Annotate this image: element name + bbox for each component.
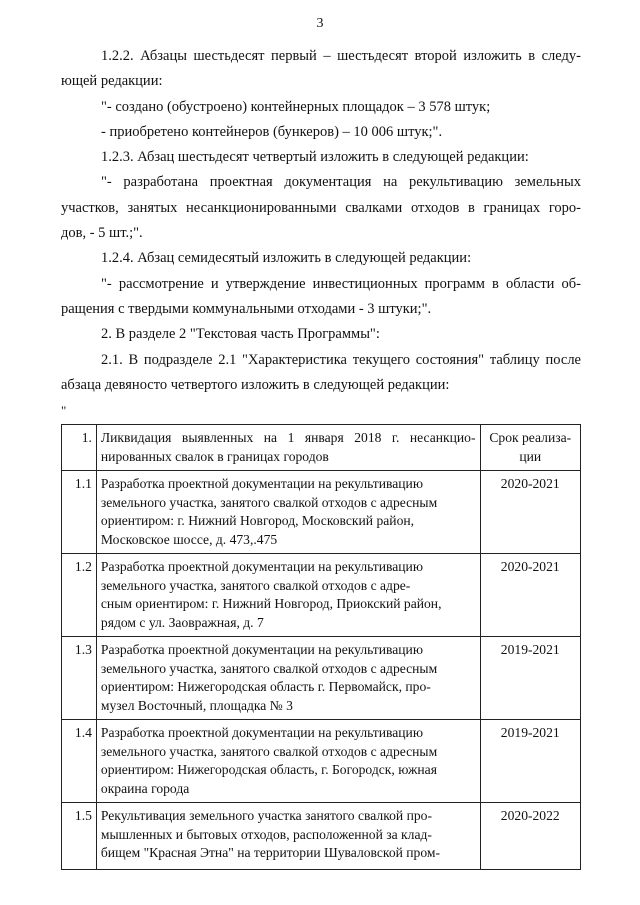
- row-description-line: музел Восточный, площадка № 3: [100, 697, 293, 713]
- paragraph-project-docs-line-3: дов, - 5 шт.;".: [61, 225, 143, 242]
- row-description-line: Московское шоссе, д. 473,.475: [100, 531, 278, 547]
- table-header-term-line: Срок реализа-: [489, 430, 572, 445]
- table-header-desc: [96, 425, 480, 471]
- row-number: 1.4: [62, 720, 97, 803]
- row-number: 1.3: [62, 637, 97, 720]
- paragraph-2-1-line-2: абзаца девяносто четвертого изложить в следующей редакции:: [61, 376, 450, 393]
- table-row: [62, 720, 581, 803]
- row-term: 2019-2021: [480, 637, 581, 720]
- row-term: 2020-2022: [480, 803, 581, 870]
- row-description-line: Разработка проектной документации на рекультивацию: [100, 725, 423, 740]
- row-description: [96, 720, 480, 803]
- row-description-line: Разработка проектной документации на рекультивацию: [100, 476, 423, 491]
- paragraph-investment-line-1: "- рассмотрение и утверждение инвестиционных программ в области об-: [101, 275, 581, 292]
- row-term: 2020-2021: [480, 471, 581, 554]
- row-description-line: ориентиром: Нижегородская область, г. Богородск, южная: [100, 762, 437, 777]
- table-header-num: 1.: [62, 425, 97, 471]
- paragraph-containers-bought: - приобретено контейнеров (бункеров) – 10 006 штук;".: [101, 123, 443, 140]
- row-description-line: ориентиром: Нижегородская область г. Первомайск, про-: [100, 679, 431, 694]
- row-description-line: земельного участка, занятого свалкой отходов с адресным: [100, 660, 438, 676]
- table-row: [62, 471, 581, 554]
- row-description-line: земельного участка, занятого свалкой отходов с адре-: [100, 577, 411, 593]
- paragraph-investment-line-2: ращения с твердыми коммунальными отходами - 3 штуки;".: [61, 300, 432, 317]
- paragraph-project-docs-line-1: "- разработана проектная документация на рекультивацию земельных: [101, 174, 581, 191]
- paragraph-section-2: 2. В разделе 2 "Текстовая часть Программы":: [101, 326, 380, 343]
- row-description-line: окраина города: [100, 780, 190, 796]
- paragraph-1-2-2-line-2: ющей редакции:: [61, 73, 163, 90]
- schedule-table: [61, 424, 581, 870]
- table-header-term: [480, 425, 581, 471]
- table-header-desc-line: Ликвидация выявленных на 1 января 2018 г. несанкцио-: [100, 430, 476, 445]
- row-description: [96, 471, 480, 554]
- row-number: 1.5: [62, 803, 97, 870]
- row-description-line: земельного участка, занятого свалкой отходов с адресным: [100, 494, 438, 510]
- row-description-line: Разработка проектной документации на рекультивацию: [100, 642, 423, 657]
- table-header-term-line: ции: [519, 448, 542, 464]
- row-term: 2019-2021: [480, 720, 581, 803]
- row-description-line: бищем "Красная Этна" на территории Шуваловской пром-: [100, 845, 441, 860]
- table-row: [62, 637, 581, 720]
- table-row: [62, 554, 581, 637]
- table-header-desc-line: нированных свалок в границах городов: [100, 448, 329, 464]
- row-number: 1.1: [62, 471, 97, 554]
- row-description-line: ориентиром: г. Нижний Новгород, Московский район,: [100, 513, 415, 528]
- table-header-row: [62, 425, 581, 471]
- row-description-line: сным ориентиром: г. Нижний Новгород, Приокский район,: [100, 596, 442, 611]
- row-description: [96, 803, 480, 870]
- table-row: [62, 803, 581, 870]
- row-description: [96, 637, 480, 720]
- row-description-line: Разработка проектной документации на рекультивацию: [100, 559, 423, 574]
- row-description-line: Рекультивация земельного участка занятого свалкой про-: [100, 808, 432, 823]
- row-description-line: рядом с ул. Заовражная, д. 7: [100, 614, 264, 630]
- opening-quote: ": [61, 403, 67, 418]
- body-text: [61, 44, 581, 398]
- paragraph-1-2-4: 1.2.4. Абзац семидесятый изложить в следующей редакции:: [101, 250, 472, 267]
- paragraph-containers-sites: "- создано (обустроено) контейнерных площадок – 3 578 штук;: [101, 98, 491, 115]
- page-number: 3: [316, 16, 324, 31]
- row-term: 2020-2021: [480, 554, 581, 637]
- paragraph-project-docs-line-2: участков, занятых несанкционированными свалками отходов в границах горо-: [61, 199, 581, 216]
- row-description: [96, 554, 480, 637]
- paragraph-1-2-3: 1.2.3. Абзац шестьдесят четвертый изложить в следующей редакции:: [101, 149, 529, 166]
- row-description-line: мышленных и бытовых отходов, расположенной за клад-: [100, 826, 432, 842]
- row-number: 1.2: [62, 554, 97, 637]
- row-description-line: земельного участка, занятого свалкой отходов с адресным: [100, 743, 438, 759]
- paragraph-1-2-2-line-1: 1.2.2. Абзацы шестьдесят первый – шестьдесят второй изложить в следу-: [101, 48, 581, 64]
- paragraph-2-1-line-1: 2.1. В подразделе 2.1 "Характеристика текущего состояния" таблицу после: [101, 351, 581, 368]
